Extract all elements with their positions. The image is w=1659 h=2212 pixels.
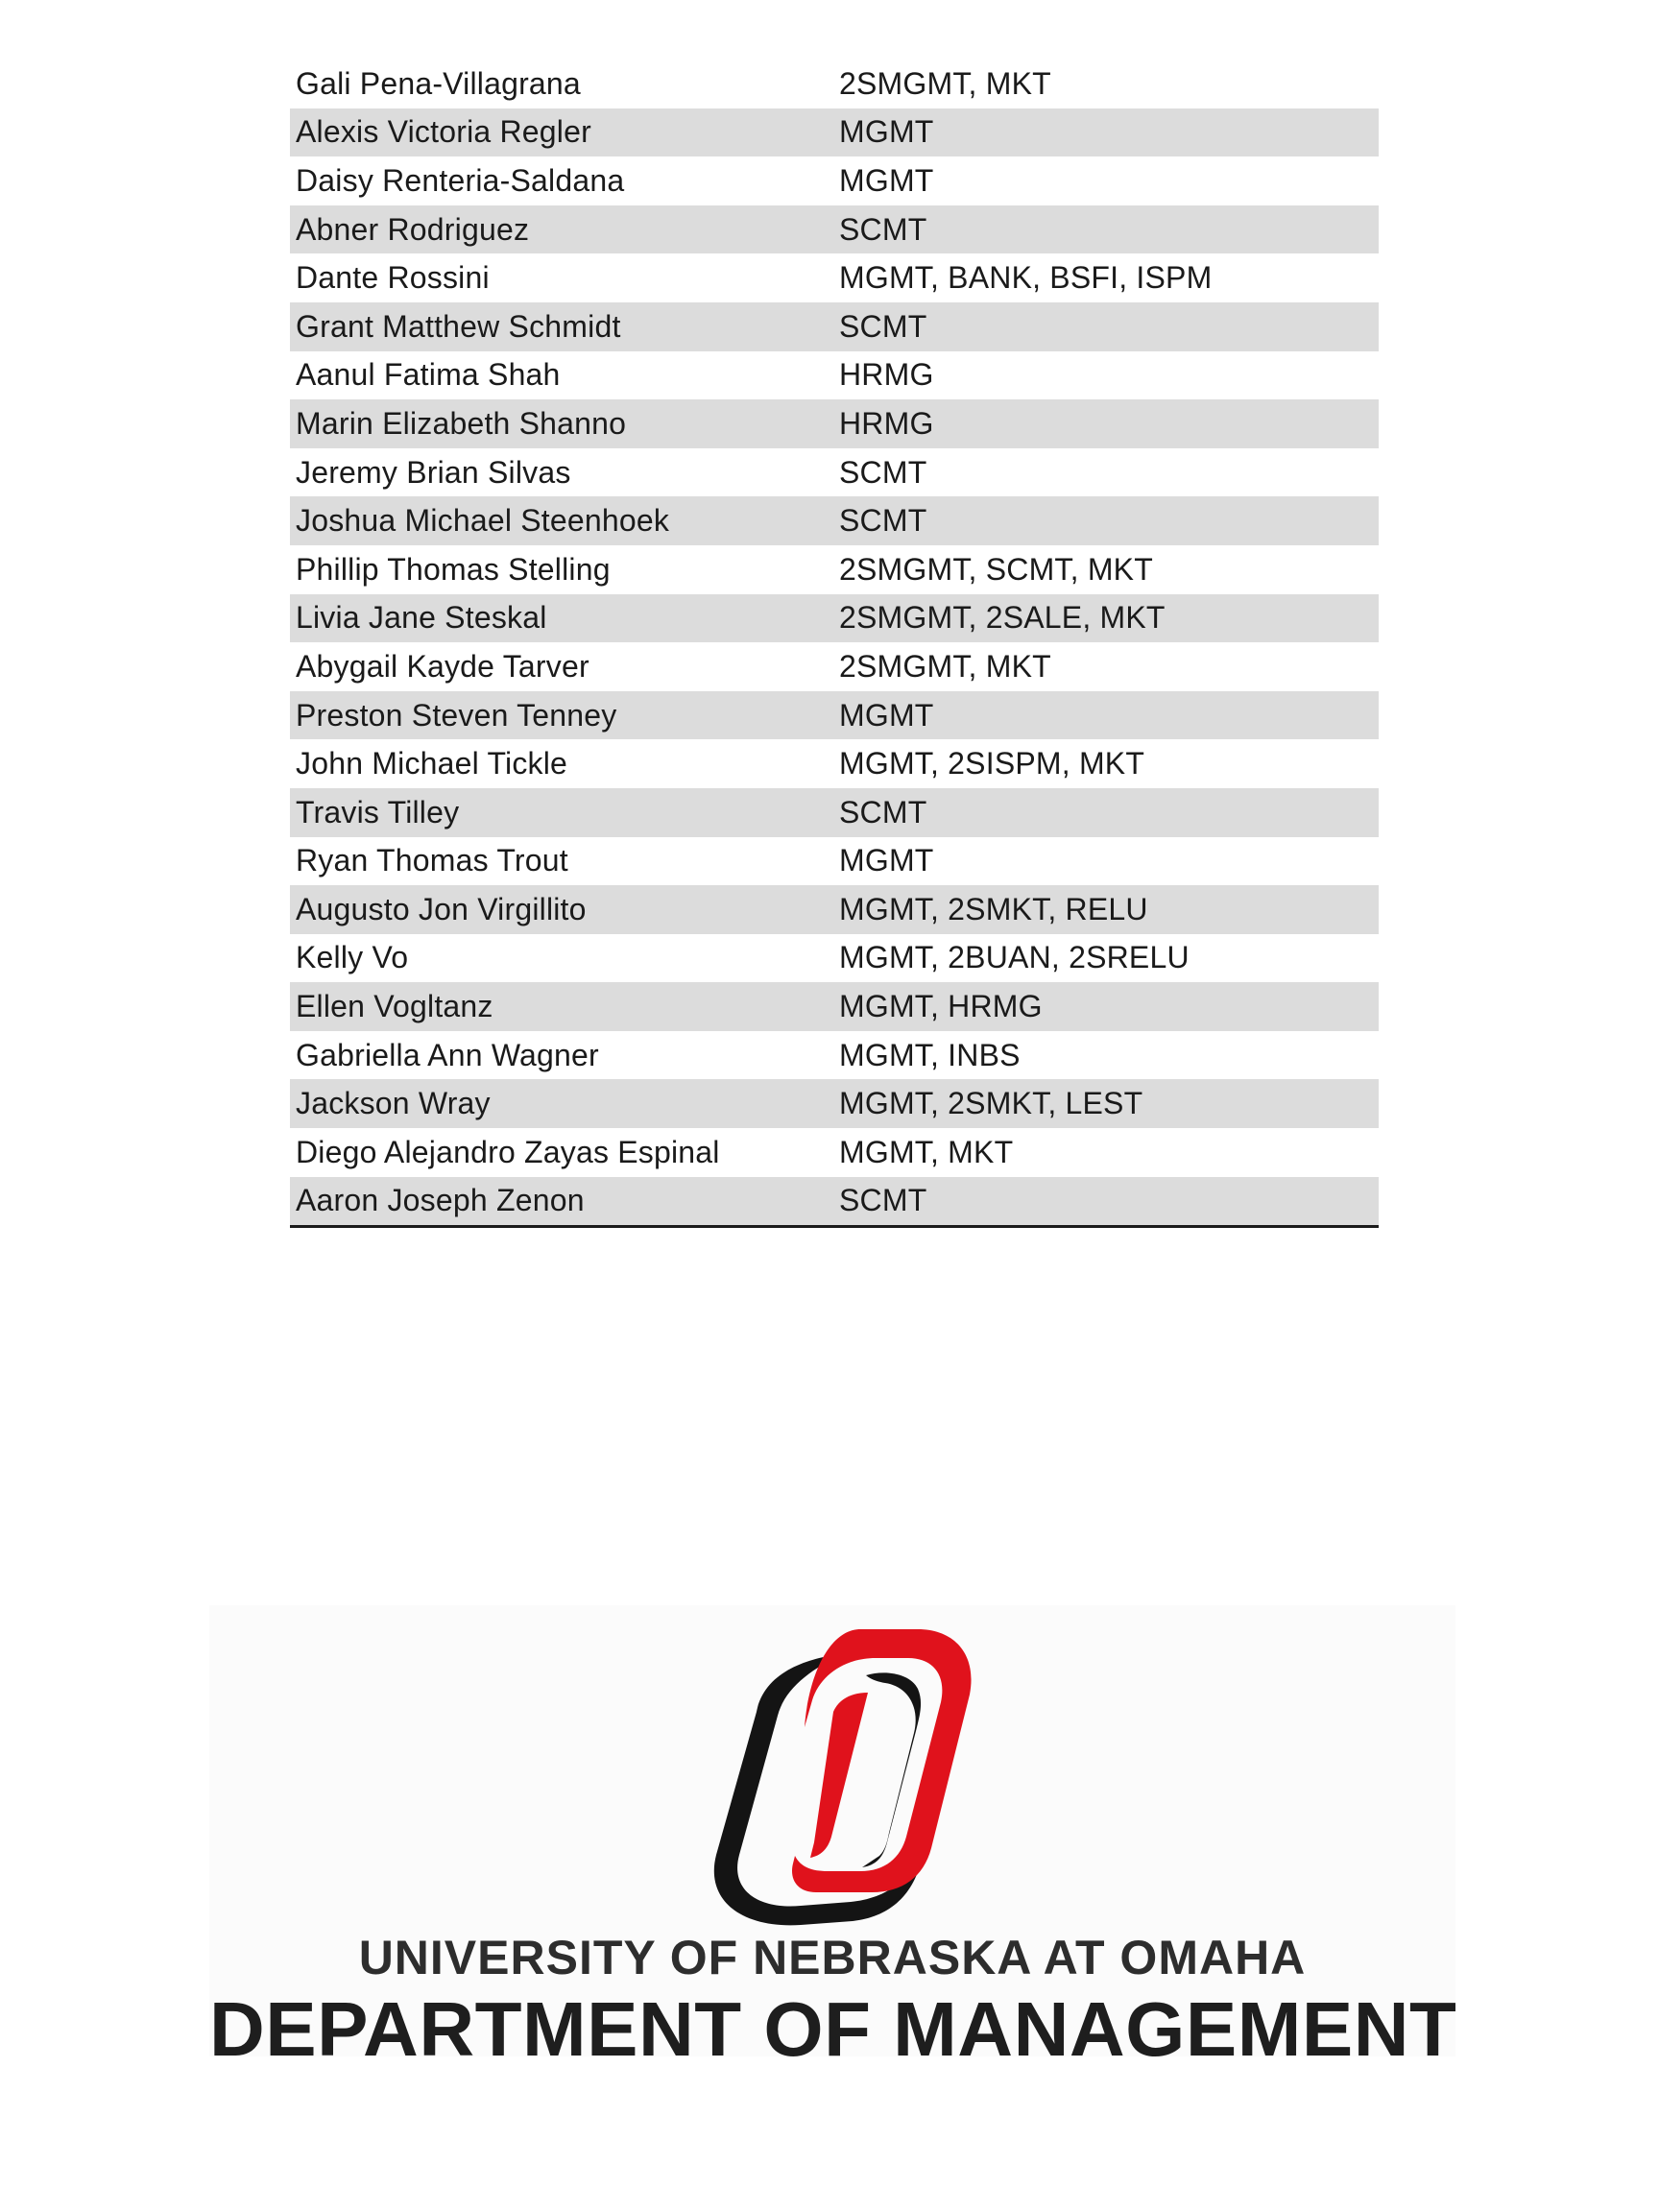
student-name: Jackson Wray — [296, 1086, 491, 1121]
table-row — [290, 837, 1379, 886]
table-row — [290, 1079, 1379, 1128]
table-row — [290, 1031, 1379, 1080]
table-row — [290, 448, 1379, 497]
student-name: Kelly Vo — [296, 940, 409, 975]
student-name: Aaron Joseph Zenon — [296, 1183, 585, 1218]
table-row — [290, 788, 1379, 837]
student-name: Aanul Fatima Shah — [296, 357, 561, 393]
university-name: UNIVERSITY OF NEBRASKA AT OMAHA — [358, 1931, 1307, 1984]
student-programs: MGMT — [839, 843, 934, 878]
student-name: Abner Rodriguez — [296, 211, 530, 247]
student-name: Gabriella Ann Wagner — [296, 1037, 599, 1072]
uno-o-logo-icon — [697, 1620, 975, 1941]
student-programs: MGMT — [839, 697, 934, 733]
student-name: Dante Rossini — [296, 260, 490, 296]
student-name: Phillip Thomas Stelling — [296, 551, 611, 587]
student-programs: MGMT — [839, 114, 934, 150]
student-name: Joshua Michael Steenhoek — [296, 503, 670, 539]
student-name: Augusto Jon Virgillito — [296, 891, 587, 926]
student-name: Grant Matthew Schmidt — [296, 308, 621, 344]
student-programs: MGMT, HRMG — [839, 989, 1043, 1024]
student-name: Daisy Renteria-Saldana — [296, 162, 625, 198]
table-row — [290, 594, 1379, 643]
table-row — [290, 399, 1379, 448]
student-name: Ellen Vogltanz — [296, 989, 493, 1024]
department-name: DEPARTMENT OF MANAGEMENT — [209, 1986, 1457, 2072]
student-programs: 2SMGMT, SCMT, MKT — [839, 551, 1153, 587]
student-name: Jeremy Brian Silvas — [296, 454, 571, 490]
table-row — [290, 108, 1379, 157]
student-name: Travis Tilley — [296, 794, 460, 830]
table-row — [290, 739, 1379, 788]
student-name: Livia Jane Steskal — [296, 600, 547, 636]
student-programs: SCMT — [839, 308, 927, 344]
student-name: Abygail Kayde Tarver — [296, 648, 589, 684]
student-programs: SCMT — [839, 1183, 927, 1218]
student-programs: MGMT — [839, 162, 934, 198]
student-programs: SCMT — [839, 454, 927, 490]
student-programs: MGMT, INBS — [839, 1037, 1021, 1072]
student-programs: 2SMGMT, 2SALE, MKT — [839, 600, 1166, 636]
table-row — [290, 642, 1379, 691]
student-programs: MGMT, 2SMKT, RELU — [839, 891, 1148, 926]
student-programs: HRMG — [839, 405, 934, 441]
student-name: Gali Pena-Villagrana — [296, 65, 581, 101]
student-programs: MGMT, MKT — [839, 1134, 1014, 1169]
table-row — [290, 351, 1379, 400]
student-name: Ryan Thomas Trout — [296, 843, 568, 878]
table-row — [290, 934, 1379, 983]
table-row — [290, 1128, 1379, 1177]
department-branding — [209, 1605, 1457, 2072]
student-programs: SCMT — [839, 503, 927, 539]
table-row — [290, 982, 1379, 1031]
table-row — [290, 60, 1379, 108]
student-programs: MGMT, BANK, BSFI, ISPM — [839, 260, 1213, 296]
table-row — [290, 885, 1379, 934]
student-name: Alexis Victoria Regler — [296, 114, 591, 150]
student-name: Preston Steven Tenney — [296, 697, 617, 733]
student-programs: SCMT — [839, 211, 927, 247]
table-row — [290, 496, 1379, 545]
student-programs: HRMG — [839, 357, 934, 393]
table-row — [290, 1177, 1379, 1226]
student-name: Marin Elizabeth Shanno — [296, 405, 627, 441]
table-row — [290, 302, 1379, 351]
student-programs: MGMT, 2BUAN, 2SRELU — [839, 940, 1190, 975]
student-roster-table — [290, 60, 1379, 1228]
student-name: John Michael Tickle — [296, 746, 568, 781]
student-programs: 2SMGMT, MKT — [839, 648, 1051, 684]
table-row — [290, 545, 1379, 594]
table-row — [290, 253, 1379, 302]
student-name: Diego Alejandro Zayas Espinal — [296, 1134, 720, 1169]
student-programs: MGMT, 2SMKT, LEST — [839, 1086, 1143, 1121]
table-row — [290, 691, 1379, 740]
student-programs: MGMT, 2SISPM, MKT — [839, 746, 1145, 781]
table-row — [290, 205, 1379, 254]
student-programs: 2SMGMT, MKT — [839, 65, 1051, 101]
student-programs: SCMT — [839, 794, 927, 830]
table-row — [290, 156, 1379, 205]
